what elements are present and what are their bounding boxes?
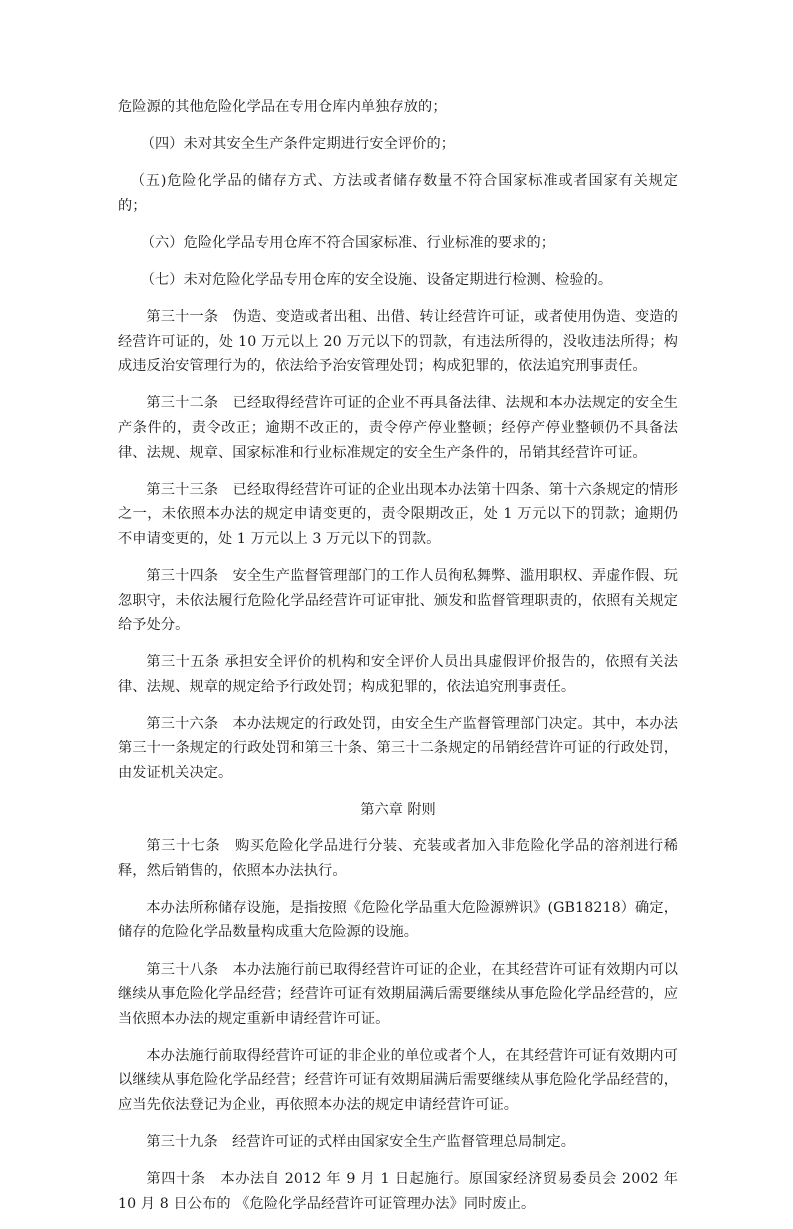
storage-facility-definition: 本办法所称储存设施，是指按照《危险化学品重大危险源辨识》(GB18218）确定，储存的危险化学品数量构成重大危险源的设施。 (118, 899, 678, 941)
article-34: 第三十四条 安全生产监督管理部门的工作人员徇私舞弊、滥用职权、弄虚作假、玩忽职守，未依法履行危险化学品经营许可证审批、颁发和监督管理职责的，依照有关规定给予处分。 (118, 567, 678, 634)
article-40: 第四十条 本办法自 2012 年 9 月 1 日起施行。原国家经济贸易委员会 2002 年 10 月 8 日公布的 《危险化学品经营许可证管理办法》同时废止。 (118, 1171, 678, 1212)
article-35: 第三十五条 承担安全评价的机构和安全评价人员出具虚假评价报告的，依照有关法律、法规、规章的规定给予行政处罚；构成犯罪的，依法追究刑事责任。 (118, 654, 678, 695)
article-31: 第三十一条 伪造、变造或者出租、出借、转让经营许可证，或者使用伪造、变造的经营许可证的，处 10 万元以上 20 万元以下的罚款，有违法所得的，没收违法所得；构成违反治安管理行为的，依法给予治安管理处罚；构成犯罪的，依法追究刑事责任。 (118, 309, 678, 375)
document-body (118, 95, 678, 1229)
paragraph-continuation: 危险源的其他危险化学品在专用仓库内单独存放的； (118, 99, 447, 115)
list-item-7: （七）未对危险化学品专用仓库的安全设施、设备定期进行检测、检验的。 (140, 271, 613, 288)
article-33: 第三十三条 已经取得经营许可证的企业出现本办法第十四条、第十六条规定的情形之一，未依照本办法的规定申请变更的，责令限期改正，处 1 万元以下的罚款；逾期仍不申请变更的，处 1 万元以上 3 万元以下的罚款。 (118, 481, 678, 547)
article-32: 第三十二条 已经取得经营许可证的企业不再具备法律、法规和本办法规定的安全生产条件的，责令改正；逾期不改正的，责令停产停业整顿；经停产停业整顿仍不具备法律、法规、规章、国家标准和行业标准规定的安全生产条件的，吊销其经营许可证。 (118, 395, 678, 461)
list-item-6: （六）危险化学品专用仓库不符合国家标准、行业标准的要求的； (140, 234, 556, 251)
article-36: 第三十六条 本办法规定的行政处罚，由安全生产监督管理部门决定。其中，本办法第三十一条规定的行政处罚和第三十条、第三十二条规定的吊销经营许可证的行政处罚，由发证机关决定。 (118, 715, 678, 782)
article-39: 第三十九条 经营许可证的式样由国家安全生产监督管理总局制定。 (146, 1134, 576, 1151)
article-37: 第三十七条 购买危险化学品进行分装、充装或者加入非危险化学品的溶剂进行稀释，然后销售的，依照本办法执行。 (118, 838, 678, 879)
list-item-4: （四）未对其安全生产条件定期进行安全评价的； (140, 136, 456, 153)
list-item-5: （五)危险化学品的储存方式、方法或者储存数量不符合国家标准或者国家有关规定的； (118, 173, 678, 214)
article-38: 第三十八条 本办法施行前已取得经营许可证的企业，在其经营许可证有效期内可以继续从事危险化学品经营；经营许可证有效期届满后需要继续从事危险化学品经营的，应当依照本办法的规定重新申请经营许可证。 (118, 961, 678, 1027)
chapter-heading: 第六章 附则 (360, 802, 436, 819)
non-enterprise-provision: 本办法施行前取得经营许可证的非企业的单位或者个人，在其经营许可证有效期内可以继续从事危险化学品经营；经营许可证有效期届满后需要继续从事危险化学品经营的，应当先依法登记为企业，再依照本办法的规定申请经营许可证。 (118, 1047, 678, 1113)
